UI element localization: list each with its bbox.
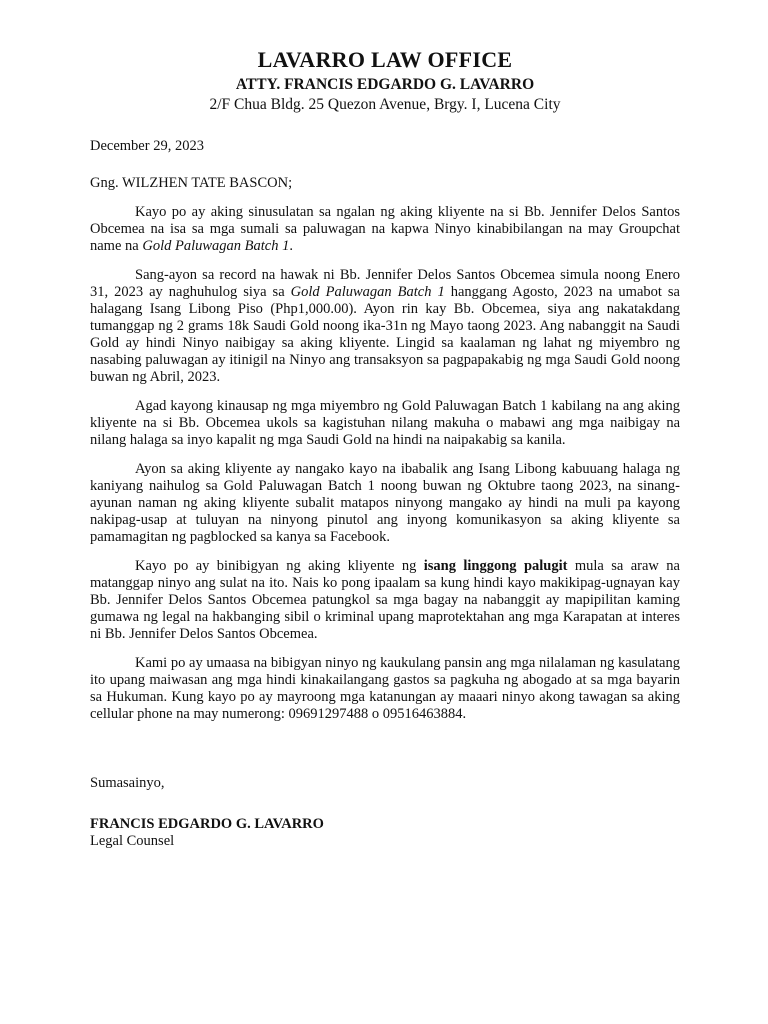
paragraph-2-rest: hanggang Agosto, 2023 na umabot sa halagang Isang Libong Piso (Php1,000.00). Ayon rin kay Bb. Obcemea, siya ang nakatakdang tumanggap ng 2 grams 18k Saudi Gold noong ika-31n ng Mayo taong 2023. Ang nabanggit na Saudi Gold ay hindi Ninyo naibigay sa aking kliyente. Lingid sa kaalaman ng lahat ng miyembro ng nasabing paluwagan ay itinigil na Ninyo ang transaksyon sa pagpapakabig ng mga Saudi Gold noong buwan ng Abril, 2023.: [90, 284, 680, 385]
paragraph-3: Agad kayong kinausap ng mga miyembro ng Gold Paluwagan Batch 1 kabilang na ang aking kliyente na si Bb. Obcemea ukols sa kagistuhan nilang makuha o mabawi ang mga naibigay na nilang halaga sa inyo kapalit ng mga Saudi Gold na hindi na naipakabig sa kanila.: [90, 398, 680, 448]
letter-date: December 29, 2023: [90, 138, 204, 154]
paragraph-5: [90, 558, 680, 643]
signer-name: FRANCIS EDGARDO G. LAVARRO: [90, 816, 324, 832]
salutation: Gng. WILZHEN TATE BASCON;: [90, 175, 293, 191]
signer-title: Legal Counsel: [90, 833, 175, 849]
office-address: 2/F Chua Bldg. 25 Quezon Avenue, Brgy. I, Lucena City: [209, 96, 561, 113]
paragraph-2: [90, 267, 680, 386]
letter-body: [90, 204, 680, 723]
group-name-italic: Gold Paluwagan Batch 1: [290, 284, 445, 300]
paragraph-6: Kami po ay umaasa na bibigyan ninyo ng kaukulang pansin ang mga nilalaman ng kasulatang ito upang maiwasan ang mga hindi kinakailangang gastos sa pagkuha ng abogado at sa mga bayarin sa Hukuman. Kung kayo po ay mayroong mga katanungan ay maaari ninyo akong tawagan sa aking cellular phone na may numerong: 09691297488 o 09516463884.: [90, 655, 680, 722]
deadline-bold: isang linggong palugit: [423, 558, 568, 574]
group-name-italic: Gold Paluwagan Batch 1: [142, 238, 290, 254]
closing: Sumasainyo,: [90, 775, 165, 791]
paragraph-1-end: .: [289, 238, 293, 254]
paragraph-5-text: Kayo po ay binibigyan ng aking kliyente ng: [135, 558, 424, 574]
letterhead: [90, 0, 680, 115]
paragraph-1-text: Kayo po ay aking sinusulatan sa ngalan ng aking kliyente na si Bb. Jennifer Delos Santos Obcemea na isa sa mga sumali sa paluwagan na kapwa Ninyo kinabibilangan na may Groupchat name na: [90, 204, 680, 254]
paragraph-1: [90, 204, 680, 255]
paragraph-4: Ayon sa aking kliyente ay nangako kayo na ibabalik ang Isang Libong kabuuang halaga ng kaniyang naihulog sa Gold Paluwagan Batch 1 noong buwan ng Oktubre taong 2023, na sinang-ayunan naman ng aking kliyente subalit matapos ninyong mangako ay hindi na muli pa kayong nakipag-usap at tuluyan na ninyong pinutol ang inyong komunikasyon sa aking kliyente sa pamamagitan ng pagblocked sa kanya sa Facebook.: [90, 461, 680, 545]
paragraph-2-text: Sang-ayon sa record na hawak ni Bb. Jennifer Delos Santos Obcemea simula noong Enero 31, 2023 ay naghuhulog siya sa: [90, 267, 680, 300]
firm-name: LAVARRO LAW OFFICE: [257, 47, 513, 72]
attorney-name: ATTY. FRANCIS EDGARDO G. LAVARRO: [235, 76, 535, 93]
paragraph-5-rest: mula sa araw na matanggap ninyo ang sulat na ito. Nais ko pong ipaalam sa kung hindi kayo makikipag-ugnayan kay Bb. Jennifer Delos Santos Obcemea patungkol sa mga bagay na nabanggit ay mapipilitan kaming gumawa ng legal na hakbanging sibil o kriminal upang maprotektahan ang mga Karapatan at interes ni Bb. Jennifer Delos Santos Obcemea.: [90, 558, 680, 642]
